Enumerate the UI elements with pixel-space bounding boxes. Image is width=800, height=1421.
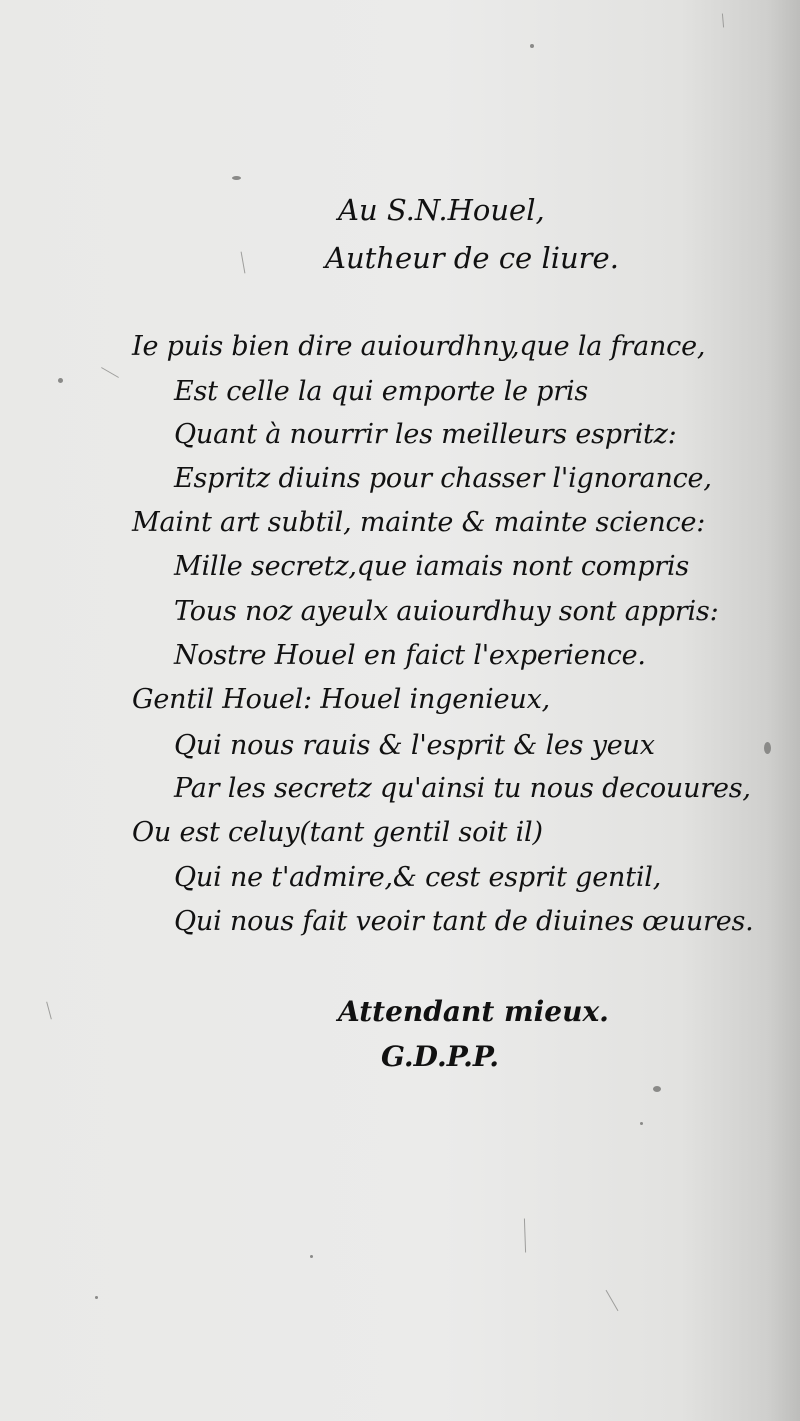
closing-motto: Attendant mieux. — [338, 995, 609, 1028]
paper-speck — [530, 44, 534, 48]
poem-line: Nostre Houel en faict l'experience. — [174, 640, 646, 671]
dedication-subtitle: Autheur de ce liure. — [325, 241, 619, 275]
paper-speck — [653, 1086, 661, 1092]
poem-line: Est celle la qui emporte le pris — [174, 376, 589, 407]
poem-line: Qui nous rauis & l'esprit & les yeux — [174, 730, 655, 761]
paper-fiber — [606, 1290, 619, 1311]
poem-line: Espritz diuins pour chasser l'ignorance, — [174, 463, 712, 494]
poem-line: Quant à nourrir les meilleurs espritz: — [174, 419, 677, 450]
paper-speck — [95, 1296, 98, 1299]
poem-line: Par les secretz qu'ainsi tu nous decouures, — [174, 773, 751, 804]
dedication-heading: Au S.N.Houel, — [338, 193, 545, 227]
poem-line: Ou est celuy(tant gentil soit il) — [132, 817, 543, 848]
poem-line: Maint art subtil, mainte & mainte science: — [132, 507, 706, 538]
paper-fiber — [524, 1218, 526, 1252]
poem-line: Tous noz ayeulx auiourdhuy sont appris: — [174, 596, 719, 627]
paper-speck — [310, 1255, 313, 1258]
paper-speck — [58, 378, 63, 383]
poem-line: Ie puis bien dire auiourdhny,que la france, — [132, 331, 706, 362]
poem-line: Mille secretz,que iamais nont compris — [174, 551, 690, 582]
paper-fiber — [722, 13, 724, 27]
poem-line: Qui ne t'admire,& cest esprit gentil, — [174, 862, 662, 893]
author-initials: G.D.P.P. — [381, 1040, 500, 1073]
paper-speck — [764, 742, 771, 754]
paper-fiber — [241, 252, 246, 274]
paper-fiber — [101, 367, 119, 378]
poem-line: Gentil Houel: Houel ingenieux, — [132, 684, 550, 715]
paper-speck — [232, 176, 241, 180]
poem-line: Qui nous fait veoir tant de diuines œuures. — [174, 906, 754, 937]
paper-speck — [640, 1122, 643, 1125]
paper-fiber — [46, 1002, 52, 1020]
